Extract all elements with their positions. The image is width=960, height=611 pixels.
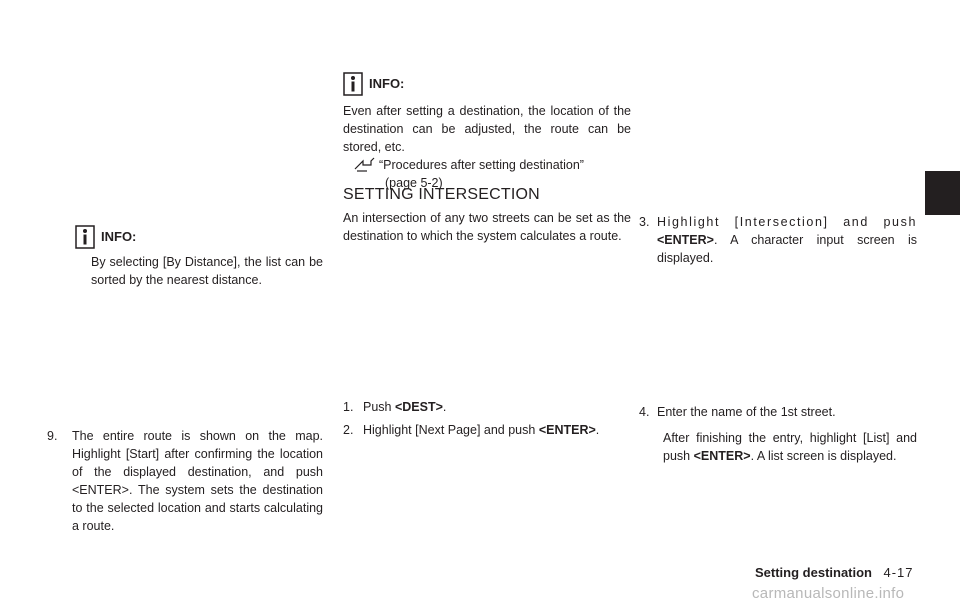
step-number: 1. — [343, 400, 354, 414]
step-text: Highlight [Intersection] and push — [657, 215, 917, 229]
substep-text-cont: . A list screen is displayed. — [750, 449, 897, 463]
step-number: 4. — [639, 405, 650, 419]
page-footer — [755, 564, 914, 582]
info-icon — [343, 72, 363, 96]
step-text: The entire route is shown on the map. Highlight [Start] after confirming the location of the displayed destination, and push <ENTER>. The system sets the destination to the selected location and starts calculating a route. — [72, 429, 323, 533]
chapter-tab — [925, 171, 960, 215]
button-key-dest: <DEST> — [394, 400, 443, 414]
reference-page: (page 5-2) — [385, 176, 443, 190]
step-text: Highlight [Next Page] and push — [363, 423, 536, 437]
step-1 — [343, 398, 631, 416]
step-9 — [47, 427, 323, 535]
info-heading — [343, 72, 631, 96]
info-text: By selecting [By Distance], the list can be sorted by the nearest distance. — [91, 255, 323, 287]
step-number: 3. — [639, 215, 650, 229]
step-end: . — [442, 400, 447, 414]
section-title: SETTING INTERSECTION — [343, 186, 540, 203]
button-key-enter: <ENTER> — [538, 423, 596, 437]
button-key-enter: <ENTER> — [693, 449, 751, 463]
step-end: . — [595, 423, 600, 437]
step-3 — [639, 213, 917, 267]
watermark: carmanualsonline.info — [752, 585, 905, 602]
reference-text: “Procedures after setting destination” — [379, 158, 584, 172]
step-substep — [639, 429, 917, 465]
button-key-enter: <ENTER> — [657, 233, 714, 247]
footer-title: Setting destination — [755, 565, 872, 580]
mid-info-block — [343, 72, 631, 192]
info-text: Even after setting a destination, the location of the destination can be adjusted, the route can be stored, etc. — [343, 104, 631, 154]
step-2 — [343, 421, 633, 439]
step-number: 9. — [47, 429, 58, 443]
left-info-block — [75, 225, 323, 289]
section-text: An intersection of any two streets can be set as the destination to which the system calculates a route. — [343, 211, 631, 243]
setting-intersection-section — [343, 186, 631, 245]
info-heading — [75, 225, 323, 249]
info-icon — [75, 225, 95, 249]
page-number: 4-17 — [883, 565, 914, 580]
reference-arrow-icon — [353, 157, 375, 173]
step-number: 2. — [343, 423, 354, 437]
substep-text: After finishing the entry, highlight [List] and push — [663, 431, 917, 463]
step-text: Push — [363, 400, 392, 414]
info-label: INFO: — [369, 76, 405, 91]
step-4 — [639, 403, 917, 465]
info-label: INFO: — [101, 229, 137, 244]
step-text: Enter the name of the 1st street. — [657, 405, 836, 419]
step-text-cont: . A character input screen is displayed. — [657, 233, 917, 265]
